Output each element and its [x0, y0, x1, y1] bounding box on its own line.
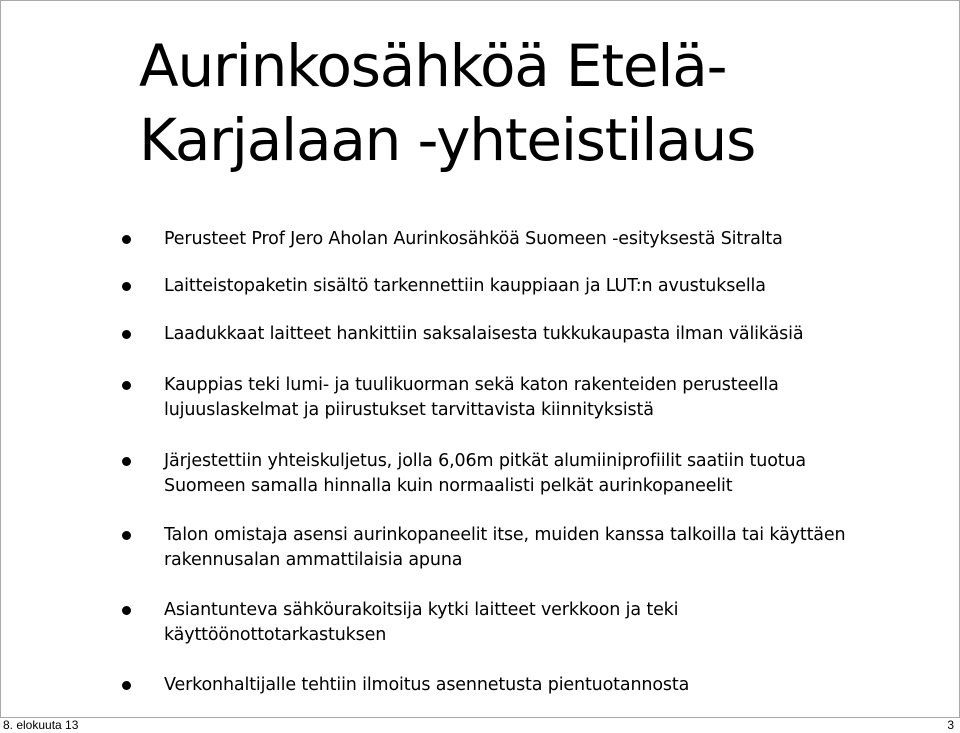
bullet-item — [164, 322, 854, 347]
bullet-dot-icon — [122, 235, 131, 244]
bullet-text: Järjestettiin yhteiskuljetus, jolla 6,06m pitkät alumiiniprofiilit saatiin tuotua Suomeen samalla hinnalla kuin normaalisti pelkät aurinkopaneelit — [164, 451, 806, 496]
bullet-text: Perusteet Prof Jero Aholan Aurinkosähköä Suomeen -esityksestä Sitralta — [164, 229, 783, 249]
bullet-dot-icon — [122, 457, 131, 466]
page-number: 3 — [947, 718, 954, 732]
bullet-item — [164, 274, 854, 299]
bullet-text: Asiantunteva sähköurakoitsija kytki laitteet verkkoon ja teki käyttöönottotarkastuksen — [164, 600, 679, 645]
bullet-text: Kauppias teki lumi- ja tuulikuorman sekä katon rakenteiden perusteella lujuuslaskelmat ja piirustukset tarvittavista kiinnityksistä — [164, 375, 779, 420]
bullet-text: Laadukkaat laitteet hankittiin saksalaisesta tukkukaupasta ilman välikäsiä — [164, 324, 804, 344]
bullet-list — [1, 1, 959, 717]
bullet-text: Laitteistopaketin sisältö tarkennettiin kauppiaan ja LUT:n avustuksella — [164, 276, 766, 296]
bullet-item — [164, 523, 854, 572]
footer-date: 8. elokuuta 13 — [3, 718, 79, 732]
slide-title: Aurinkosähköä Etelä-Karjalaan -yhteistilaus — [139, 32, 756, 174]
bullet-dot-icon — [122, 681, 131, 690]
bullet-text: Talon omistaja asensi aurinkopaneelit itse, muiden kanssa talkoilla tai käyttäen rakennusalan ammattilaisia apuna — [164, 525, 846, 570]
bullet-item — [164, 598, 854, 647]
bullet-item — [164, 373, 854, 422]
bullet-item — [164, 673, 854, 698]
bullet-item — [164, 449, 854, 498]
bullet-dot-icon — [122, 531, 131, 540]
bullet-text: Verkonhaltijalle tehtiin ilmoitus asennetusta pientuotannosta — [164, 675, 690, 695]
bullet-item — [164, 227, 854, 252]
bullet-dot-icon — [122, 381, 131, 390]
bullet-dot-icon — [122, 282, 131, 291]
bullet-dot-icon — [122, 606, 131, 615]
bullet-dot-icon — [122, 330, 131, 339]
